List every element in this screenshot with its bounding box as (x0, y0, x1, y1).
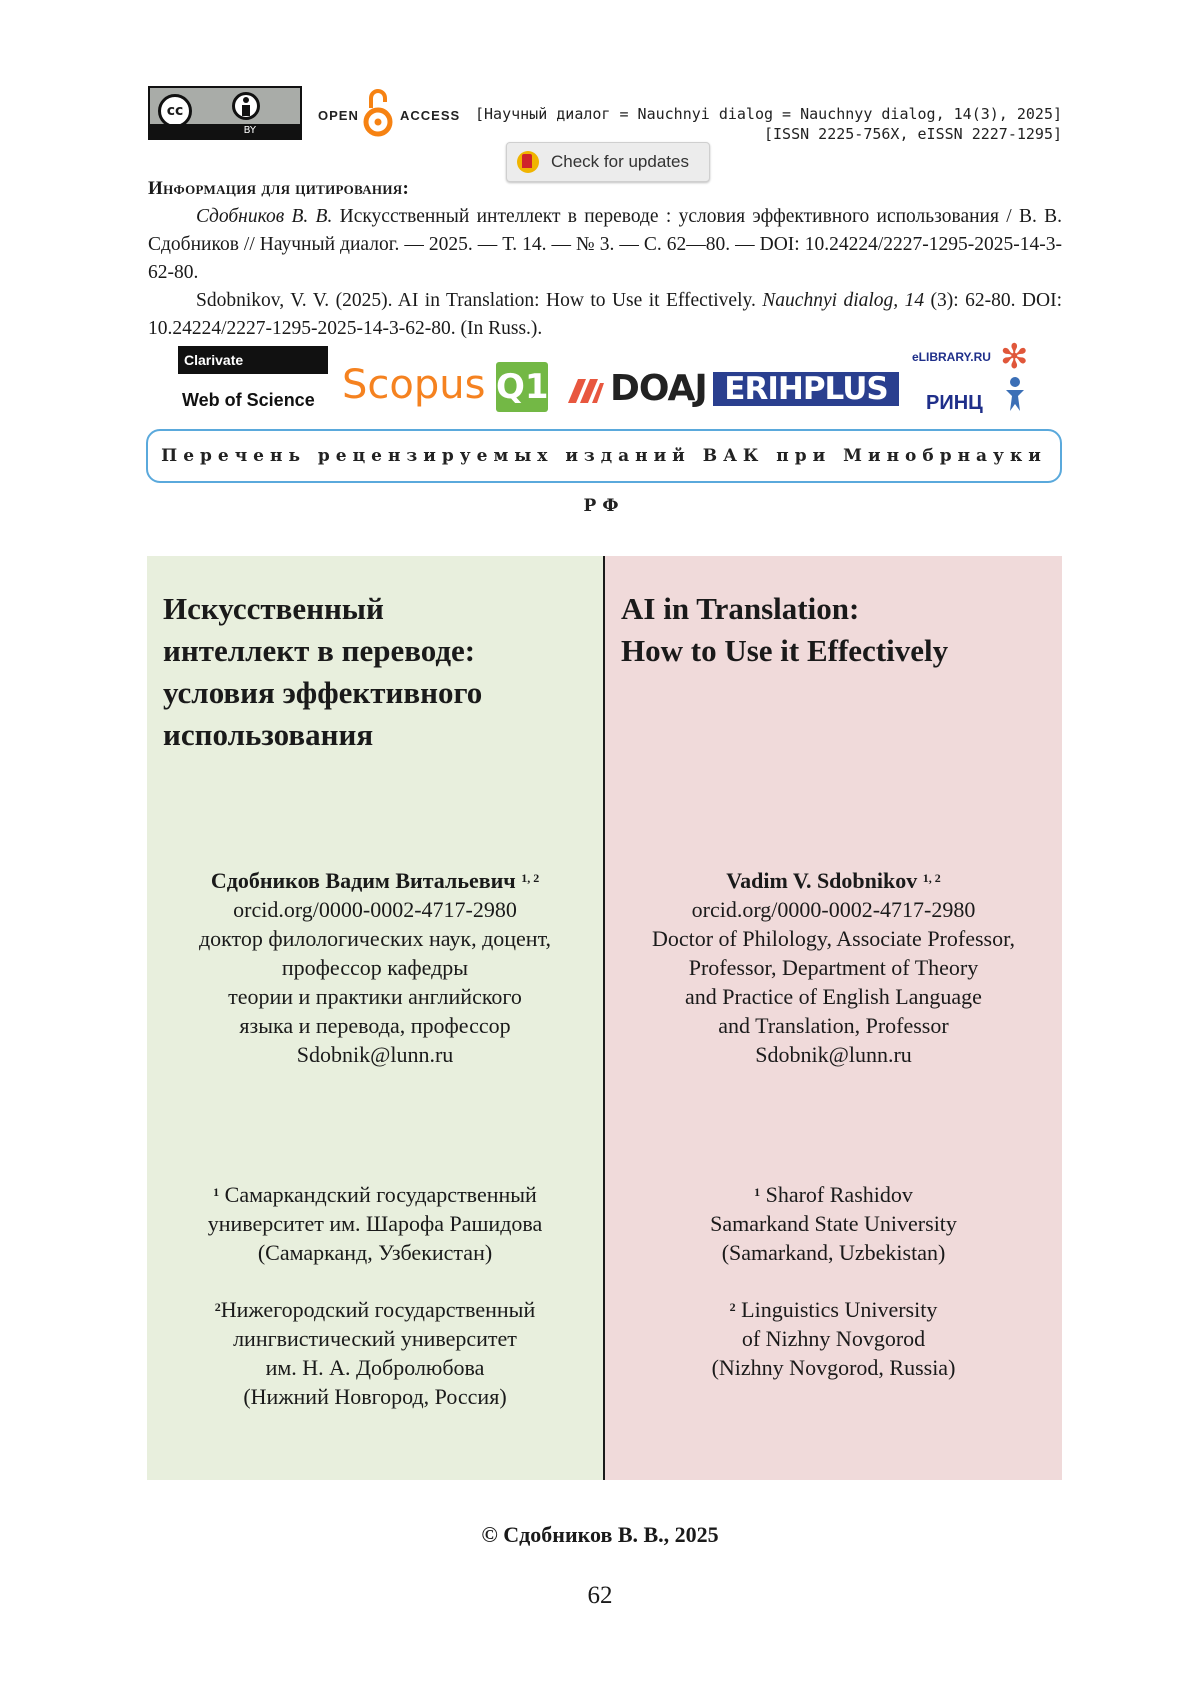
affiliation-mark: 1 (213, 1185, 220, 1199)
affiliation-line: of Nizhny Novgorod (741, 1326, 926, 1351)
author-name: Сдобников Вадим Витальевич (210, 868, 516, 893)
by-label: BY (150, 124, 300, 138)
affiliation-line: (Samarkand, Uzbekistan) (721, 1240, 946, 1265)
title-line: How to Use it Effectively (621, 633, 949, 668)
citation-en-tail: (3): 62-80. DOI: 10.24224/2227-1295-2025-14-3-62-80. (In Russ.). (148, 290, 1062, 339)
clarivate-logo[interactable] (178, 346, 328, 374)
citation-en-text: Sdobnikov, V. V. (2025). AI in Translation: How to Use it Effectively. (196, 290, 763, 311)
affiliation-mark: 2 (729, 1300, 736, 1314)
citation-ru (148, 203, 1062, 287)
check-updates-label: Check for updates (551, 152, 689, 171)
affiliation-line: (Самарканд, Узбекистан) (257, 1240, 493, 1265)
open-access-left-text: OPEN (318, 108, 359, 123)
attribution-icon (232, 92, 260, 120)
copyright-notice: © Сдобников В. В., 2025 (481, 1522, 719, 1547)
author-name: Vadim V. Sdobnikov (726, 868, 918, 893)
author-department: and Practice of English Language (685, 984, 982, 1009)
affiliation-line: лингвистический университет (233, 1326, 517, 1351)
citation-en-journal: Nauchnyi dialog, 14 (762, 290, 925, 311)
affiliation-line: университет им. Шарофа Рашидова (207, 1211, 543, 1236)
author-department: and Translation, Professor (718, 1013, 949, 1038)
web-of-science-logo[interactable]: Web of Science (182, 390, 315, 410)
citation-block (148, 203, 1062, 343)
open-access-right-text: ACCESS (400, 108, 461, 123)
russian-column (147, 556, 603, 1480)
journal-ref-line2: [ISSN 2225-756X, eISSN 2227-1295] (763, 125, 1062, 143)
author-degree: Doctor of Philology, Associate Professor, (651, 926, 1016, 951)
vak-banner: Перечень рецензируемых изданий ВАК при Минобрнауки РФ (146, 429, 1062, 483)
author-department: языка и перевода, профессор (239, 1013, 511, 1038)
affiliation-line: Samarkand State University (710, 1211, 957, 1236)
title-line: AI in Translation: (621, 591, 860, 626)
clarivate-label: Clarivate (184, 352, 244, 368)
citation-heading: Информация для цитирования: (148, 178, 410, 199)
rinc-logo[interactable]: РИНЦ (926, 392, 983, 414)
check-for-updates-button[interactable] (506, 142, 710, 182)
page-number: 62 (587, 1582, 613, 1609)
title-line: использования (163, 717, 374, 752)
affiliation-2 (147, 1295, 603, 1411)
journal-reference (475, 104, 1062, 144)
crossmark-icon (517, 151, 539, 173)
citation-ru-text: Искусственный интеллект в переводе : условия эффективного использования / В. В. Сдобников // Научный диалог. — 2025. — Т. 14. — № 3. — С. 62—80. — DOI: 10.24224/2227-1295-2025-14-3-62-80. (148, 206, 1062, 283)
affiliation-1 (147, 1180, 603, 1267)
author-position: Professor, Department of Theory (688, 955, 979, 980)
doaj-logo[interactable]: DOAJ (610, 368, 707, 409)
affiliation-2 (605, 1295, 1062, 1382)
affiliation-line: им. Н. А. Добролюбова (265, 1355, 485, 1380)
affiliation-line: Sharof Rashidov (765, 1182, 913, 1207)
author-department: теории и практики английского (228, 984, 522, 1009)
open-access-logo (318, 86, 468, 140)
title-line: интеллект в переводе: (163, 633, 476, 668)
author-email[interactable]: Sdobnik@lunn.ru (296, 1042, 454, 1067)
affiliation-mark: 2 (214, 1300, 221, 1314)
author-position: профессор кафедры (281, 955, 469, 980)
english-column (605, 556, 1062, 1480)
rinc-figure-icon (1004, 376, 1026, 412)
affiliation-line: (Нижний Новгород, Россия) (243, 1384, 507, 1409)
title-line: условия эффективного (163, 675, 483, 710)
affiliation-line: Нижегородский государственный (220, 1297, 536, 1322)
author-affiliation-marks: 1, 2 (521, 871, 540, 885)
citation-ru-author: Сдобников В. В. (196, 206, 333, 227)
affiliation-line: Linguistics University (741, 1297, 938, 1322)
cc-by-license-badge[interactable] (148, 86, 302, 140)
citation-en (148, 287, 1062, 343)
author-affiliation-marks: 1, 2 (922, 871, 941, 885)
russian-title (163, 588, 482, 756)
rinc-asterisk-icon: ✻ (1000, 337, 1029, 377)
author-email[interactable]: Sdobnik@lunn.ru (755, 1042, 912, 1067)
affiliation-1 (605, 1180, 1062, 1267)
journal-ref-line1: [Научный диалог = Nauchnyi dialog = Nauchnyy dialog, 14(3), 2025] (475, 105, 1062, 123)
russian-author-block (147, 866, 603, 1069)
affiliation-line: (Nizhny Novgorod, Russia) (711, 1355, 956, 1380)
affiliation-mark: 1 (754, 1185, 761, 1199)
erihplus-logo[interactable]: ERIHPLUS (713, 372, 899, 406)
doaj-icon (566, 375, 606, 405)
english-author-block (605, 866, 1062, 1069)
title-line: Искусственный (163, 591, 384, 626)
q1-badge[interactable]: Q1 (496, 362, 548, 412)
elibrary-logo[interactable]: eLIBRARY.RU (912, 350, 991, 364)
cc-icon: cc (158, 94, 192, 128)
orcid-link[interactable]: orcid.org/0000-0002-4717-2980 (233, 897, 517, 922)
affiliation-line: Самаркандский государственный (224, 1182, 537, 1207)
orcid-link[interactable]: orcid.org/0000-0002-4717-2980 (691, 897, 976, 922)
english-title (621, 588, 948, 672)
author-degree: доктор филологических наук, доцент, (198, 926, 552, 951)
open-access-lock-icon (363, 86, 393, 140)
scopus-logo[interactable]: Scopus (342, 362, 486, 408)
